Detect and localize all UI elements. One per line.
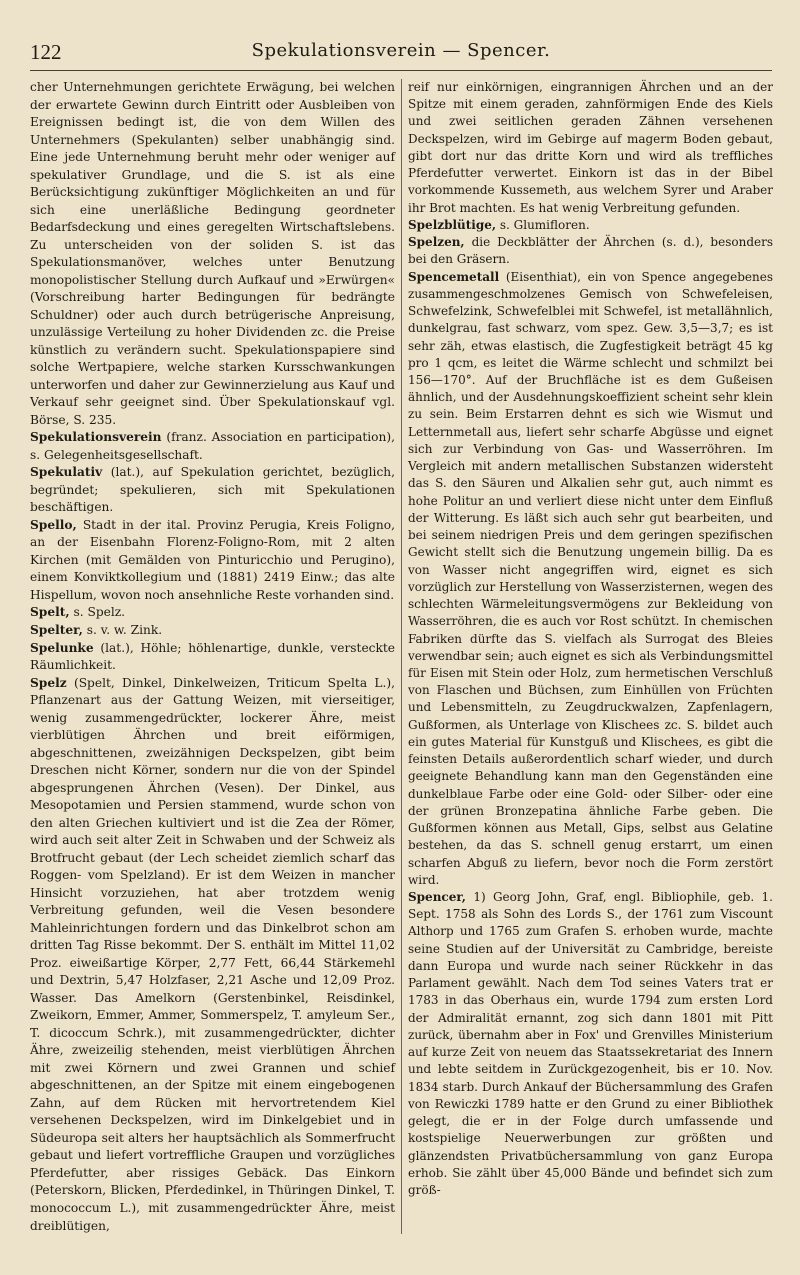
entry-headword: Spencer, (408, 890, 466, 905)
entry-headword: Spencemetall (408, 269, 500, 284)
entry-headword: Spelunke (30, 640, 94, 655)
dictionary-entry (30, 464, 395, 517)
dictionary-entry (408, 217, 773, 234)
entry-headword: Spelzen, (408, 235, 465, 250)
dictionary-entry (408, 889, 773, 1199)
page-number: 122 (30, 40, 62, 64)
entry-text: die Deckblätter der Ährchen (s. d.), besonders bei den Gräsern. (408, 235, 773, 267)
entry-text: 1) Georg John, Graf, engl. Bibliophile, geb. 1. Sept. 1758 als Sohn des Lords S., der 1761 zum Viscount Althorp und 1765 zum Grafen S. erhoben wurde, machte seine Studien auf der Universität zu Cambridge, bereiste dann Europa und wurde nach seiner Rückkehr in das Parlament gewählt. Nach dem Tod seines Vaters trat er 1783 in das Oberhaus ein, wurde 1794 zum ersten Lord der Admiralität ernannt, zog sich dann 1801 mit Pitt zurück, übernahm aber in Fox' und Grenvilles Ministerium auf kurze Zeit von neuem das Staatssekretariat des Innern und lebte seitdem in Zurückgezogenheit, bis er 10. Nov. 1834 starb. Durch Ankauf der Büchersammlung des Grafen von Rewiczki 1789 hatte er den Grund zu einer Bibliothek gelegt, die er in der Folge durch umfassende und kostspielige Neuerwerbungen zur größten und glänzendsten Privatbüchersammlung von ganz Europa erhob. Sie zählt über 45,000 Bände und befindet sich zum größ- (408, 890, 773, 1197)
page-header (30, 40, 772, 71)
dictionary-entry (408, 79, 773, 217)
dictionary-entry (30, 622, 395, 640)
entry-text: (lat.), Höhle; höhlenartige, dunkle, versteckte Räumlichkeit. (30, 640, 395, 673)
dictionary-entry (408, 269, 773, 889)
entry-text: (Spelt, Dinkel, Dinkelweizen, Triticum Spelta L.), Pflanzenart aus der Gattung Weizen, mit vierseitiger, wenig zusammengedrückter, lockerer Ähre, meist vierblütigen Ährchen und breit eiförmigen, abgeschnittenen, zweizähnigen Deckspelzen, gibt beim Dreschen nicht Körner, sondern nur die von der Spindel abgesprungenen Ährchen (Vesen). Der Dinkel, aus Mesopotamien und Persien stammend, wurde schon von den alten Griechen kultiviert und ist die Zea der Römer, wird auch seit alter Zeit in Schwaben und der Schweiz als Brotfrucht gebaut (der Lech scheidet ziemlich scharf das Roggen- vom Spelzland). Er ist dem Weizen in mancher Hinsicht vorzuziehen, hat aber trotzdem wenig Verbreitung gefunden, weil die Vesen besondere Mahleinrichtungen fordern und das Dinkelbrot schon am dritten Tag Risse bekommt. Der S. enthält im Mittel 11,02 Proz. eiweißartige Körper, 2,77 Fett, 66,44 Stärkemehl und Dextrin, 5,47 Holzfaser, 2,21 Asche und 12,09 Proz. Wasser. Das Amelkorn (Gerstenbinkel, Reisdinkel, Zweikorn, Emmer, Ammer, Sommerspelz, T. amyleum Ser., T. dicoccum Schrk.), mit zusammengedrückter, dichter Ähre, zweizeilig stehenden, meist vierblütigen Ährchen mit zwei Körnern und zwei Grannen und schief abgeschnittenen, an der Spitze mit einem eingebogenen Zahn, auf dem Rücken mit hervortretendem Kiel versehenen Deckspelzen, wird im Dinkelgebiet und in Südeuropa seit alters her hauptsächlich als Sommerfrucht gebaut und liefert vortreffliche Graupen und vorzügliches Pferdefutter, aber rissiges Gebäck. Das Einkorn (Peterskorn, Blicken, Pferdedinkel, in Thüringen Dinkel, T. monococcum L.), mit zusammengedrückter Ähre, meist dreiblütigen, (30, 675, 395, 1233)
entry-headword: Spelzblütige, (408, 217, 497, 232)
dictionary-entry (30, 79, 395, 429)
entry-text: (Eisenthiat), ein von Spence angegebenes zusammengeschmolzenes Gemisch von Schwefeleisen, Schwefelzink, Schwefelblei mit Schwefel, ist metallähnlich, dunkelgrau, fast schwarz, vom spez. Gew. 3,5—3,7; es ist sehr zäh, etwas elastisch, die Zugfestigkeit beträgt 45 kg pro 1 qcm, es leitet die Wärme schlecht und schmilzt bei 156—170°. Auf der Bruchfläche ist es dem Gußeisen ähnlich, und der Ausdehnungskoeffizient scheint sehr klein zu sein. Beim Erstarren dehnt es sich wie Wismut und Letternmetall aus, liefert sehr scharfe Abgüsse und eignet sich zur Verbindung von Gas- und Wasserröhren. Im Vergleich mit andern metallischen Substanzen widersteht das S. den Säuren und Alkalien sehr gut, auch nimmt es hohe Politur an und verliert diese nicht unter dem Einfluß der Witterung. Es läßt sich auch sehr gut bearbeiten, und bei seinem niedrigen Preis und dem geringen spezifischen Gewicht stellt sich die Benutzung ungemein billig. Da es von Wasser nicht angegriffen wird, eignet es sich vorzüglich zur Herstellung von Wasserzisternen, wegen des schlechten Wärmeleitungsvermögens zur Bekleidung von Wasserröhren, die es auch vor Rost schützt. In chemischen Fabriken dürfte das S. vielfach als Surrogat des Bleies verwendbar sein; auch eignet es sich als Verbindungsmittel für Eisen mit Stein oder Holz, zum hermetischen Verschluß von Flaschen und Büchsen, zum Einhüllen von Früchten und Lebensmitteln, zu Zeugdruckwalzen, Zapfenlagern, Gußformen, als Unterlage von Klischees zc. S. bildet auch ein gutes Material für Kunstguß und Klischees, es gibt die feinsten Details außerordentlich scharf wieder, und durch geeignete Behandlung kann man den Gegenständen eine dunkelblaue Farbe oder eine Gold- oder Silber- oder eine der grünen Bronzepatina ähnliche Farbe geben. Die Gußformen können aus Metall, Gips, selbst aus Gelatine bestehen, da das S. schnell genug erstarrt, um einen scharfen Abguß zu liefern, bevor noch die Form zerstört wird. (408, 269, 773, 887)
entry-headword: Spello, (30, 517, 77, 532)
entry-text: s. v. w. Zink. (82, 622, 163, 637)
entry-text: Stadt in der ital. Provinz Perugia, Kreis Foligno, an der Eisenbahn Florenz-Foligno-Rom, mit 2 alten Kirchen (mit Gemälden von Pinturicchio und Perugino), einem Konviktkollegium und (1881) 2419 Einw.; das alte Hispellum, wovon noch ansehnliche Reste vorhanden sind. (30, 517, 395, 602)
entry-headword: Spelt, (30, 605, 70, 620)
dictionary-entry (30, 517, 395, 605)
running-head: Spekulationsverein — Spencer. (251, 40, 551, 61)
dictionary-entry (30, 640, 395, 675)
dictionary-entry (30, 429, 395, 464)
entry-text: (lat.), auf Spekulation gerichtet, bezüglich, begründet; spekulieren, sich mit Spekulationen beschäftigen. (30, 465, 395, 515)
entry-text: s. Spelz. (69, 605, 126, 620)
right-column (408, 79, 773, 1199)
entry-headword: Spelz (30, 675, 67, 690)
entry-headword: Spekulativ (30, 465, 103, 480)
dictionary-entry (408, 234, 773, 268)
entry-text: reif nur einkörnigen, eingrannigen Ährchen und an der Spitze mit einem geraden, zahnförmigen Ende des Kiels und zwei seitlichen geraden Zähnen versehenen Deckspelzen, wird im Gebirge auf magerm Boden gebaut, gibt dort nur das dritte Korn und wird als treffliches Pferdefutter verwertet. Einkorn ist das in der Bibel vorkommende Kussemeth, aus welchem Syrer und Araber ihr Brot machten. Es hat wenig Verbreitung gefunden. (408, 80, 773, 215)
entry-headword: Spelter, (30, 622, 83, 637)
left-column (30, 79, 395, 1235)
entry-headword: Spekulationsverein (30, 430, 162, 445)
entry-text: s. Glumifloren. (496, 217, 590, 232)
column-divider (401, 79, 402, 1234)
entry-text: (franz. Association en participation), s. Gelegenheitsgesellschaft. (30, 430, 395, 462)
dictionary-entry (30, 675, 395, 1236)
dictionary-entry (30, 604, 395, 622)
entry-text: cher Unternehmungen gerichtete Erwägung, bei welchen der erwartete Gewinn durch Eintritt oder Ausbleiben von Ereignissen bedingt ist, die von dem Willen des Unternehmers (Spekulanten) selber unabhängig sind. Eine jede Unternehmung beruht mehr oder weniger auf spekulativer Grundlage, und die S. ist als eine Berücksichtigung zukünftiger Möglichkeiten an und für sich eine unerläßliche Bedingung geordneter Bedarfsdeckung und eines geregelten Wirtschaftslebens. Zu unterscheiden von der soliden S. ist das Spekulationsmanöver, welches unter Benutzung monopolistischer Stellung durch Aufkauf und »Erwürgen« (Vorschreibung harter Bedingungen für bedrängte Schuldner) oder auch durch betrügerische Anpreisung, unzulässige Verteilung zu hoher Dividenden zc. die Preise künstlich zu verändern sucht. Spekulationspapiere sind solche Wertpapiere, welche starken Kursschwankungen unterworfen und daher zur Gewinnerzielung aus Kauf und Verkauf sehr geeignet sind. Über Spekulationskauf vgl. Börse, S. 235. (30, 80, 395, 427)
